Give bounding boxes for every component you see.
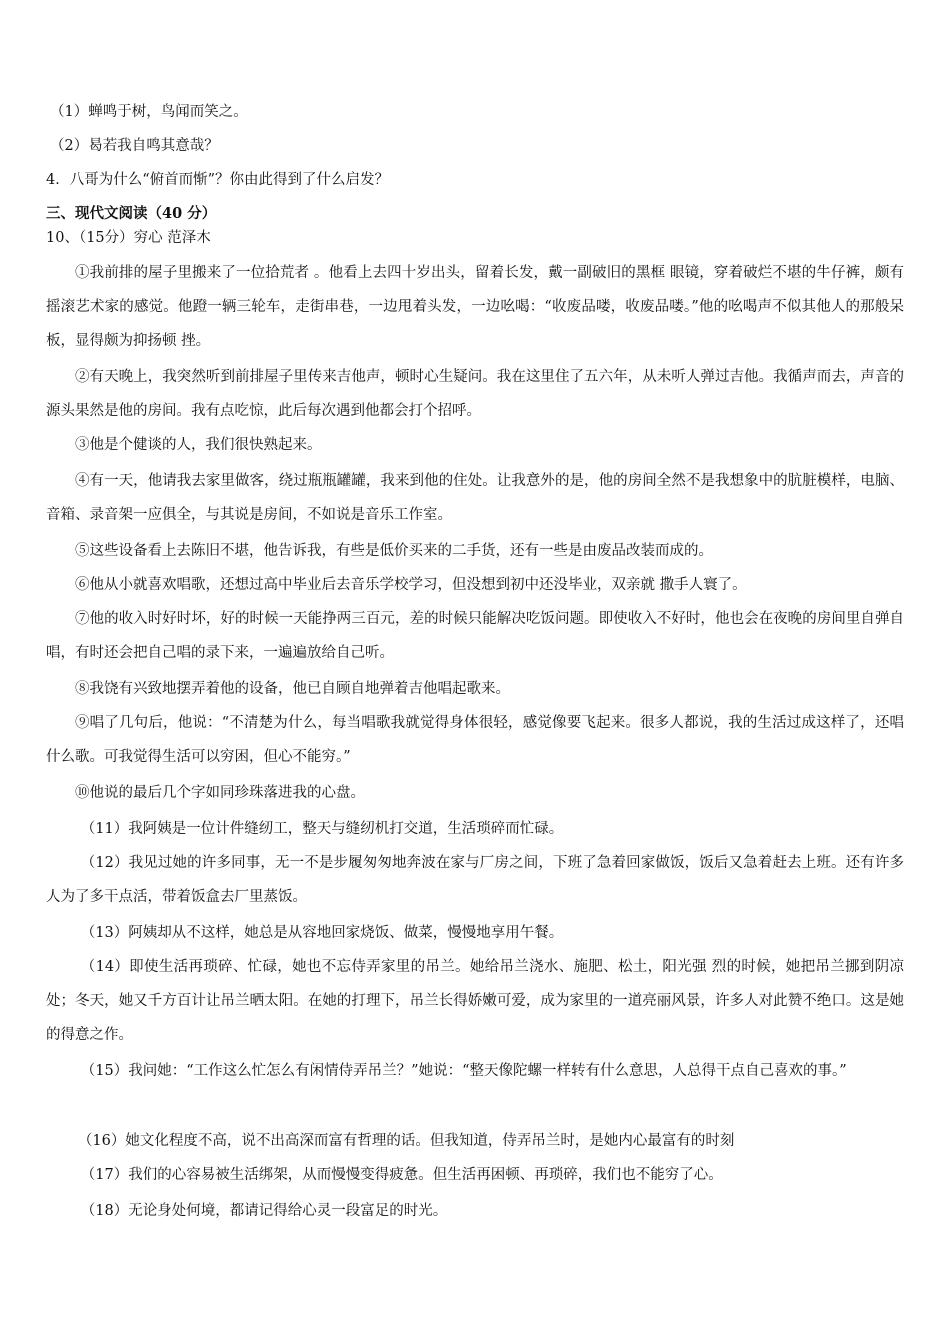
paragraph-16: （16）她文化程度不高，说不出高深而富有哲理的话。但我知道，侍弄吊兰时，是她内心最富有的时刻 xyxy=(77,1133,735,1149)
paragraph-2: ②有天晚上，我突然听到前排屋子里传来吉他声，顿时心生疑问。我在这里住了五六年，从未听人弹过吉他。我循声而去，声音的源头果然是他的房间。我有点吃惊，此后每次遇到他都会打个招呼。 xyxy=(46,369,904,419)
paragraph-10: ⑩他说的最后几个字如同珍珠落进我的心盘。 xyxy=(75,785,365,801)
paragraph-18: （18）无论身处何境，都请记得给心灵一段富足的时光。 xyxy=(80,1203,448,1219)
paragraph-15: （15）我问她：“工作这么忙怎么有闲情侍弄吊兰？”她说：“整天像陀螺一样转有什么意思，人总得干点自己喜欢的事。” xyxy=(80,1063,847,1079)
paragraph-8: ⑧我饶有兴致地摆弄着他的设备，他已自顾自地弹着吉他唱起歌来。 xyxy=(75,681,510,697)
section-title: 三、现代文阅读（40 分） xyxy=(46,205,217,222)
paragraph-12: （12）我见过她的许多同事，无一不是步履匆匆地奔波在家与厂房之间，下班了急着回家做饭，饭后又急着赶去上班。还有许多人为了多干点活，带着饭盒去厂里蒸饭。 xyxy=(46,855,904,905)
paragraph-13: （13）阿姨却从不这样，她总是从容地回家烧饭、做菜，慢慢地享用午餐。 xyxy=(80,925,564,941)
paragraph-4: ④有一天，他请我去家里做客，绕过瓶瓶罐罐，我来到他的住处。让我意外的是，他的房间全然不是我想象中的肮脏模样，电脑、音箱、录音架一应俱全，与其说是房间，不如说是音乐工作室。 xyxy=(46,473,904,523)
paragraph-3: ③他是个健谈的人，我们很快熟起来。 xyxy=(75,437,322,453)
paragraph-6: ⑥他从小就喜欢唱歌，还想过高中毕业后去音乐学校学习，但没想到初中还没毕业，双亲就 撒手人寰了。 xyxy=(75,577,747,593)
paragraph-1: ①我前排的屋子里搬来了一位拾荒者 。他看上去四十岁出头，留着长发，戴一副破旧的黑框 眼镜，穿着破烂不堪的牛仔裤，颇有摇滚艺术家的感觉。他蹬一辆三轮车，走街串巷，一边甩着头发，一边吆喝：“收废品喽，收废品喽。”他的吆喝声不似其他人的那般呆板，显得颇为抑扬顿 挫。 xyxy=(46,265,904,349)
paragraph-14: （14）即使生活再琐碎、忙碌，她也不忘侍弄家里的吊兰。她给吊兰浇水、施肥、松土，阳光强 烈的时候，她把吊兰挪到阴凉处；冬天，她又千方百计让吊兰晒太阳。在她的打理下，吊兰长得娇嫩可爱，成为家里的一道亮丽风景，许多人对此赞不绝口。这是她的得意之作。 xyxy=(46,959,904,1043)
question-intro: 10、（15分）穷心 范泽木 xyxy=(46,230,211,246)
question-line: （1）蝉鸣于树，鸟闻而笑之。 xyxy=(50,104,248,120)
paragraph-11: （11）我阿姨是一位计件缝纫工，整天与缝纫机打交道，生活琐碎而忙碌。 xyxy=(80,821,564,837)
paragraph-17: （17）我们的心容易被生活绑架，从而慢慢变得疲惫。但生活再困顿、再琐碎，我们也不能穷了心。 xyxy=(80,1167,723,1183)
paragraph-7: ⑦他的收入时好时坏，好的时候一天能挣两三百元，差的时候只能解决吃饭问题。即使收入不好时，他也会在夜晚的房间里自弹自唱，有时还会把自己唱的录下来，一遍遍放给自己听。 xyxy=(46,611,904,661)
paragraph-9: ⑨唱了几句后，他说：“不清楚为什么，每当唱歌我就觉得身体很轻，感觉像要飞起来。很多人都说，我的生活过成这样了，还唱什么歌。可我觉得生活可以穷困，但心不能穷。” xyxy=(46,715,904,765)
question-line: （2）曷若我自鸣其意哉？ xyxy=(50,138,219,154)
paragraph-5: ⑤这些设备看上去陈旧不堪，他告诉我，有些是低价买来的二手货，还有一些是由废品改装而成的。 xyxy=(75,543,713,559)
question-line: 4．八哥为什么“俯首而惭”？你由此得到了什么启发？ xyxy=(46,172,390,188)
